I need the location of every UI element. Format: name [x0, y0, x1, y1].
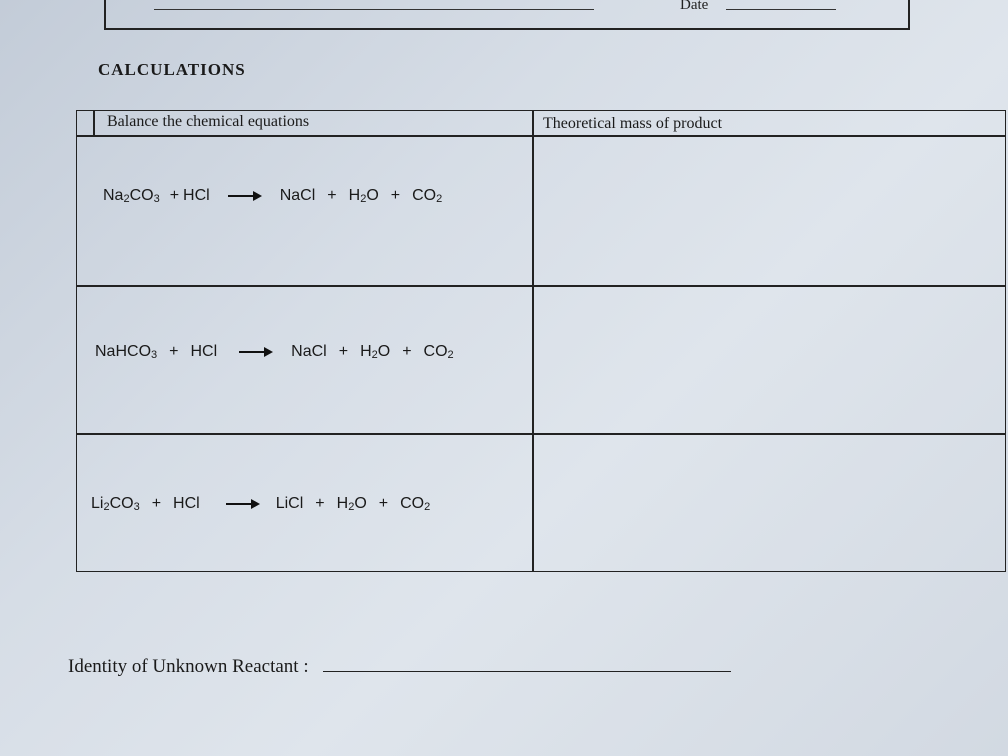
- equation-row-2: [95, 343, 454, 361]
- identity-label: Identity of Unknown Reactant :: [68, 656, 309, 677]
- equation-row-1: [103, 187, 442, 205]
- column-header-equations: Balance the chemical equations: [107, 113, 310, 130]
- column-header-mass: Theoretical mass of product: [543, 115, 723, 132]
- header-box: [104, 0, 910, 30]
- reaction-arrow-icon: [239, 347, 273, 357]
- plus-sign: +: [315, 495, 325, 512]
- reactant-2: HCl: [173, 495, 200, 512]
- date-label: Date: [680, 0, 709, 13]
- product-2: $H_2O$: [360, 343, 391, 361]
- plus-sign: +: [169, 187, 180, 204]
- plus-sign: +: [327, 187, 337, 204]
- name-line: [154, 9, 594, 10]
- header-row-divider: [77, 135, 1005, 137]
- calculations-table: [76, 110, 1006, 572]
- section-title: CALCULATIONS: [98, 60, 246, 79]
- reactant-1: $Li_2CO_3$: [91, 495, 140, 513]
- date-line: [726, 9, 836, 10]
- reactant-2: HCl: [190, 343, 218, 360]
- product-2: $H_2O$: [336, 495, 367, 513]
- plus-sign: +: [390, 187, 401, 204]
- plus-sign: +: [378, 495, 389, 512]
- product-1: NaCl: [291, 343, 327, 360]
- identity-answer-line[interactable]: [323, 671, 731, 672]
- product-3: $CO_2$: [400, 495, 431, 513]
- product-3: $CO_2$: [412, 187, 443, 205]
- reactant-2: HCl: [183, 187, 210, 204]
- product-1: NaCl: [279, 187, 316, 204]
- equation-row-3: [91, 495, 430, 513]
- header-divider: [93, 111, 95, 135]
- plus-sign: +: [151, 495, 162, 512]
- plus-sign: +: [338, 343, 349, 360]
- reaction-arrow-icon: [226, 499, 260, 509]
- product-1: LiCl: [275, 495, 304, 512]
- reactant-1: $Na_2CO_3$: [103, 187, 160, 205]
- product-3: $CO_2$: [423, 343, 454, 361]
- identity-unknown-reactant: [68, 656, 731, 678]
- column-divider: [532, 111, 534, 571]
- row-divider: [77, 433, 1005, 435]
- product-2: $H_2O$: [348, 187, 379, 205]
- plus-sign: +: [402, 343, 412, 360]
- plus-sign: +: [169, 343, 179, 360]
- reactant-1: NaHCO$_3$: [95, 343, 158, 361]
- row-divider: [77, 285, 1005, 287]
- reaction-arrow-icon: [228, 191, 262, 201]
